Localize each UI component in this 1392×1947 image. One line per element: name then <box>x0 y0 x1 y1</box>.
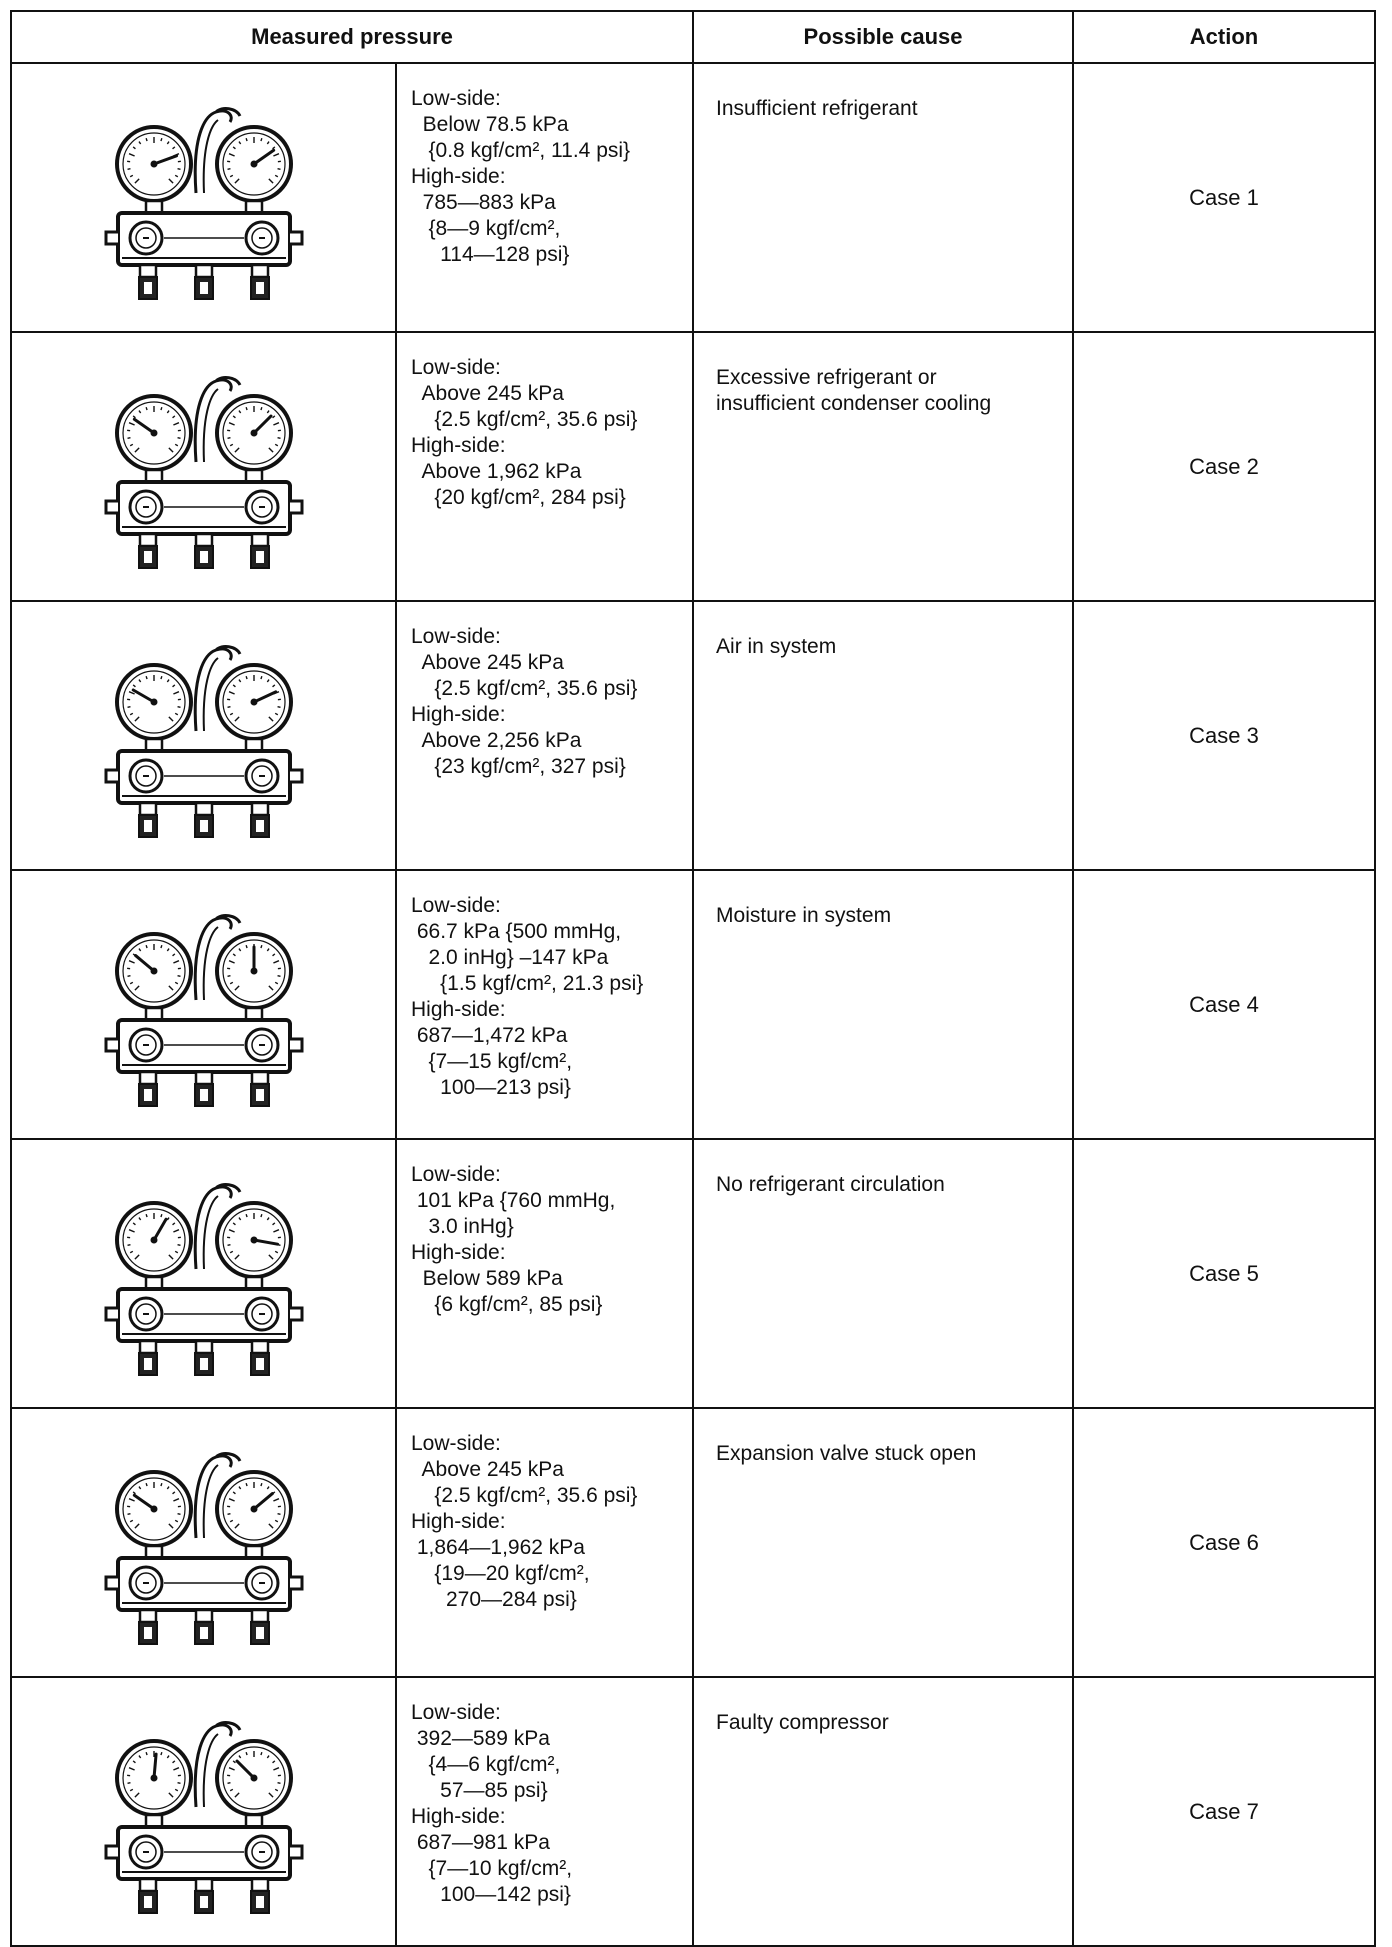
pressure-line: {2.5 kgf/cm², 35.6 psi} <box>411 1483 692 1509</box>
possible-cause-cell <box>693 1408 1073 1677</box>
gauge-illustration-cell <box>11 1139 396 1408</box>
high-side-gauge-icon <box>217 1741 291 1829</box>
measured-pressure-cell <box>396 601 693 870</box>
pressure-line: {7—10 kgf/cm², <box>411 1856 692 1882</box>
pressure-line: Low-side: <box>411 355 692 381</box>
pressure-line: 100—142 psi} <box>411 1882 692 1908</box>
gauge-illustration-cell <box>11 1408 396 1677</box>
action-case-label: Case 5 <box>1189 1261 1259 1286</box>
pressure-line: 392—589 kPa <box>411 1726 692 1752</box>
cause-text: Moisture in system <box>716 903 1072 929</box>
low-side-gauge-icon <box>117 1203 191 1291</box>
pressure-line: {4—6 kgf/cm², <box>411 1752 692 1778</box>
measured-pressure-cell <box>396 332 693 601</box>
pressure-line: 687—1,472 kPa <box>411 1023 692 1049</box>
pressure-line: Low-side: <box>411 624 692 650</box>
pressure-line: 57—85 psi} <box>411 1778 692 1804</box>
manifold-gauge-icon <box>104 1443 304 1648</box>
manifold-gauge-icon <box>104 636 304 841</box>
pressure-line: {1.5 kgf/cm², 21.3 psi} <box>411 971 692 997</box>
cause-text: Excessive refrigerant or <box>716 365 1072 391</box>
action-case-label: Case 3 <box>1189 723 1259 748</box>
high-side-gauge-icon <box>217 1472 291 1560</box>
pressure-line: 1,864—1,962 kPa <box>411 1535 692 1561</box>
pressure-line: Above 245 kPa <box>411 381 692 407</box>
pressure-line: Above 245 kPa <box>411 1457 692 1483</box>
possible-cause-cell <box>693 63 1073 332</box>
table-row <box>11 1139 1375 1408</box>
pressure-line: 785—883 kPa <box>411 190 692 216</box>
pressure-line: Below 589 kPa <box>411 1266 692 1292</box>
gauge-illustration-cell <box>11 1677 396 1946</box>
gauge-illustration-cell <box>11 601 396 870</box>
cause-text: Air in system <box>716 634 1072 660</box>
pressure-line: 3.0 inHg} <box>411 1214 692 1240</box>
high-side-gauge-icon <box>217 665 291 753</box>
low-side-gauge-icon <box>117 934 191 1022</box>
pressure-line: 100—213 psi} <box>411 1075 692 1101</box>
cause-text: Insufficient refrigerant <box>716 96 1072 122</box>
possible-cause-cell <box>693 332 1073 601</box>
pressure-line: {6 kgf/cm², 85 psi} <box>411 1292 692 1318</box>
table-row <box>11 601 1375 870</box>
pressure-line: 66.7 kPa {500 mmHg, <box>411 919 692 945</box>
measured-pressure-cell <box>396 1677 693 1946</box>
table-body <box>11 63 1375 1946</box>
table-row <box>11 63 1375 332</box>
pressure-line: High-side: <box>411 702 692 728</box>
possible-cause-cell <box>693 870 1073 1139</box>
pressure-line: {0.8 kgf/cm², 11.4 psi} <box>411 138 692 164</box>
action-cell <box>1073 1677 1375 1946</box>
pressure-line: Low-side: <box>411 1700 692 1726</box>
pressure-line: {20 kgf/cm², 284 psi} <box>411 485 692 511</box>
pressure-line: {23 kgf/cm², 327 psi} <box>411 754 692 780</box>
pressure-line: 687—981 kPa <box>411 1830 692 1856</box>
pressure-line: Above 2,256 kPa <box>411 728 692 754</box>
pressure-line: 101 kPa {760 mmHg, <box>411 1188 692 1214</box>
action-cell <box>1073 1139 1375 1408</box>
header-action: Action <box>1073 11 1375 63</box>
pressure-diagnosis-table <box>10 10 1376 1947</box>
pressure-line: Low-side: <box>411 86 692 112</box>
pressure-line: 2.0 inHg} –147 kPa <box>411 945 692 971</box>
pressure-line: Low-side: <box>411 1162 692 1188</box>
cause-text: Faulty compressor <box>716 1710 1072 1736</box>
high-side-gauge-icon <box>217 396 291 484</box>
action-case-label: Case 6 <box>1189 1530 1259 1555</box>
high-side-gauge-icon <box>217 127 291 215</box>
table-row <box>11 870 1375 1139</box>
action-case-label: Case 1 <box>1189 185 1259 210</box>
measured-pressure-cell <box>396 1408 693 1677</box>
manifold-gauge-icon <box>104 905 304 1110</box>
low-side-gauge-icon <box>117 665 191 753</box>
pressure-line: High-side: <box>411 433 692 459</box>
low-side-gauge-icon-needle <box>154 1754 156 1778</box>
manifold-gauge-icon <box>104 1174 304 1379</box>
table-row <box>11 1408 1375 1677</box>
manifold-gauge-icon <box>104 1712 304 1917</box>
pressure-line: {2.5 kgf/cm², 35.6 psi} <box>411 676 692 702</box>
action-cell <box>1073 1408 1375 1677</box>
action-cell <box>1073 601 1375 870</box>
pressure-line: {19—20 kgf/cm², <box>411 1561 692 1587</box>
possible-cause-cell <box>693 601 1073 870</box>
cause-text: insufficient condenser cooling <box>716 391 1072 417</box>
manifold-gauge-icon <box>104 98 304 303</box>
gauge-illustration-cell <box>11 870 396 1139</box>
header-possible-cause: Possible cause <box>693 11 1073 63</box>
high-side-gauge-icon <box>217 934 291 1022</box>
pressure-line: High-side: <box>411 1804 692 1830</box>
header-measured-pressure: Measured pressure <box>11 11 693 63</box>
pressure-line: Above 245 kPa <box>411 650 692 676</box>
low-side-gauge-icon <box>117 127 191 215</box>
pressure-line: {2.5 kgf/cm², 35.6 psi} <box>411 407 692 433</box>
pressure-line: {7—15 kgf/cm², <box>411 1049 692 1075</box>
table-row <box>11 332 1375 601</box>
action-case-label: Case 7 <box>1189 1799 1259 1824</box>
pressure-line: High-side: <box>411 164 692 190</box>
pressure-line: High-side: <box>411 997 692 1023</box>
cause-text: Expansion valve stuck open <box>716 1441 1072 1467</box>
measured-pressure-cell <box>396 1139 693 1408</box>
action-cell <box>1073 332 1375 601</box>
pressure-line: Above 1,962 kPa <box>411 459 692 485</box>
measured-pressure-cell <box>396 63 693 332</box>
cause-text: No refrigerant circulation <box>716 1172 1072 1198</box>
action-case-label: Case 4 <box>1189 992 1259 1017</box>
possible-cause-cell <box>693 1677 1073 1946</box>
low-side-gauge-icon <box>117 1472 191 1560</box>
pressure-line: 114—128 psi} <box>411 242 692 268</box>
pressure-line: High-side: <box>411 1240 692 1266</box>
pressure-line: Low-side: <box>411 893 692 919</box>
gauge-illustration-cell <box>11 332 396 601</box>
action-cell <box>1073 870 1375 1139</box>
action-cell <box>1073 63 1375 332</box>
gauge-illustration-cell <box>11 63 396 332</box>
low-side-gauge-icon <box>117 1741 191 1829</box>
pressure-line: High-side: <box>411 1509 692 1535</box>
pressure-line: {8—9 kgf/cm², <box>411 216 692 242</box>
pressure-line: 270—284 psi} <box>411 1587 692 1613</box>
measured-pressure-cell <box>396 870 693 1139</box>
pressure-line: Low-side: <box>411 1431 692 1457</box>
low-side-gauge-icon <box>117 396 191 484</box>
possible-cause-cell <box>693 1139 1073 1408</box>
table-row <box>11 1677 1375 1946</box>
action-case-label: Case 2 <box>1189 454 1259 479</box>
high-side-gauge-icon <box>217 1203 291 1291</box>
pressure-line: Below 78.5 kPa <box>411 112 692 138</box>
manifold-gauge-icon <box>104 367 304 572</box>
